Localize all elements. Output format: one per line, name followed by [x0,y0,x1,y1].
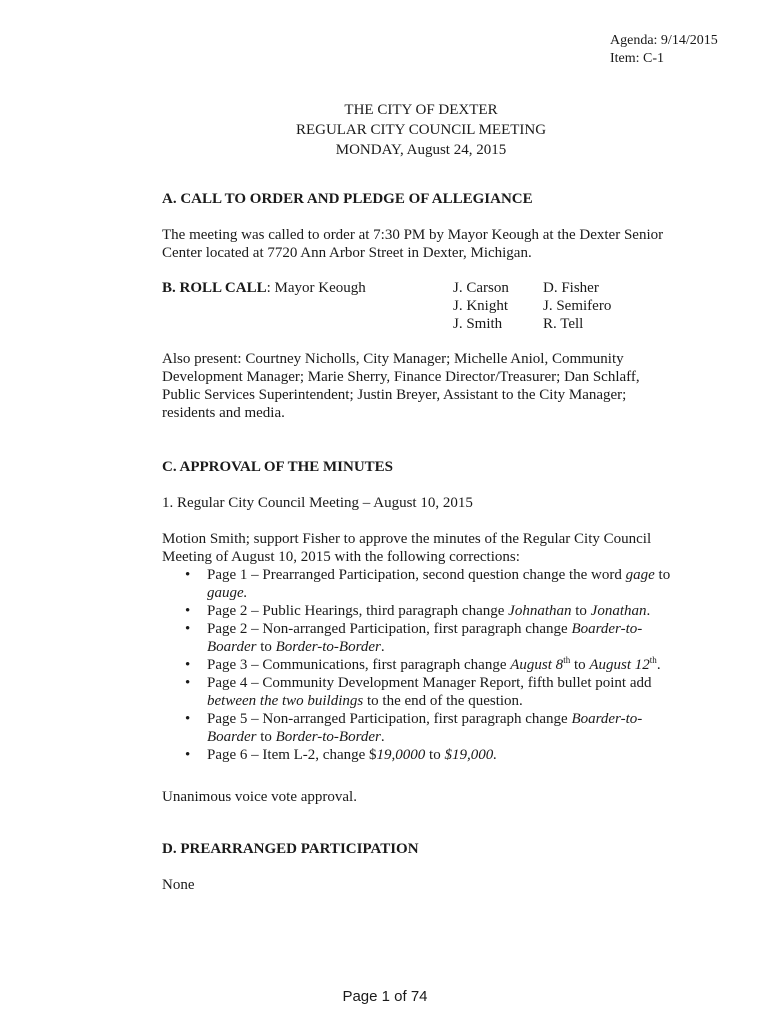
also-present-line: Also present: Courtney Nicholls, City Manager; Michelle Aniol, Community [162,351,624,367]
section-a-line-1: The meeting was called to order at 7:30 PM by Mayor Keough at the Dexter Senior [162,227,664,243]
document-title [0,100,770,160]
roll-call-mayor: : Mayor Keough [266,280,366,296]
bullet-icon: • [185,567,191,583]
bullet-icon: • [185,657,191,673]
agenda-item: Item: C-1 [610,51,665,66]
title-meeting: REGULAR CITY COUNCIL MEETING [295,122,547,138]
motion-paragraph [162,530,682,566]
roll-call-member: J. Semifero [543,298,612,314]
bullet-icon: • [185,747,191,763]
also-present-line: Public Services Superintendent; Justin Breyer, Assistant to the City Manager; [162,387,627,403]
also-present-line: residents and media. [162,405,285,421]
correction-item: • Page 6 – Item L-2, change $19,0000 to $19,000. [185,747,497,763]
roll-call-member: R. Tell [543,316,584,332]
section-d-body: None [162,877,195,893]
bullet-icon: • [185,675,191,691]
also-present-paragraph [162,350,682,422]
title-date: MONDAY, August 24, 2015 [335,142,507,158]
bullet-icon: • [185,603,191,619]
roll-call-column-1 [453,279,509,333]
vote-result: Unanimous voice vote approval. [162,789,357,805]
bullet-icon: • [185,711,191,727]
agenda-date: Agenda: 9/14/2015 [610,33,718,48]
bullet-icon: • [185,621,191,637]
motion-line-1: Motion Smith; support Fisher to approve the minutes of the Regular City Council [162,531,652,547]
section-d-heading: D. PREARRANGED PARTICIPATION [162,841,419,857]
roll-call-heading: B. ROLL CALL [162,280,267,296]
page-number: Page 1 of 74 [342,988,428,1005]
correction-item: • Page 4 – Community Development Manager Report, fifth bullet point add between the two buildings to the end of the question. [185,675,652,709]
roll-call-column-2 [543,279,611,333]
corrections-list [185,566,685,764]
section-a-body [162,226,682,262]
also-present-line: Development Manager; Marie Sherry, Finance Director/Treasurer; Dan Schlaff, [162,369,640,385]
title-city: THE CITY OF DEXTER [344,102,498,118]
correction-item: • Page 1 – Prearranged Participation, second question change the word gage to gauge. [185,567,671,601]
correction-item: • Page 3 – Communications, first paragraph change August 8th to August 12th. [185,655,661,673]
section-a-line-2: Center located at 7720 Ann Arbor Street in Dexter, Michigan. [162,245,532,261]
correction-item: • Page 5 – Non-arranged Participation, first paragraph change Boarder-to- Boarder to Border-to-Border. [185,711,643,745]
roll-call-member: J. Smith [453,316,503,332]
roll-call-member: J. Carson [453,280,509,296]
motion-line-2: Meeting of August 10, 2015 with the following corrections: [162,549,520,565]
roll-call-member: D. Fisher [543,280,599,296]
correction-item: • Page 2 – Non-arranged Participation, first paragraph change Boarder-to- Boarder to Border-to-Border. [185,621,643,655]
section-c-heading: C. APPROVAL OF THE MINUTES [162,459,394,475]
minutes-item: 1. Regular City Council Meeting – August 10, 2015 [162,495,473,511]
correction-item: • Page 2 – Public Hearings, third paragraph change Johnathan to Jonathan. [185,603,651,619]
roll-call-label [162,279,366,297]
roll-call-member: J. Knight [453,298,509,314]
agenda-header [610,32,718,68]
section-a-heading: A. CALL TO ORDER AND PLEDGE OF ALLEGIANCE [162,191,533,207]
